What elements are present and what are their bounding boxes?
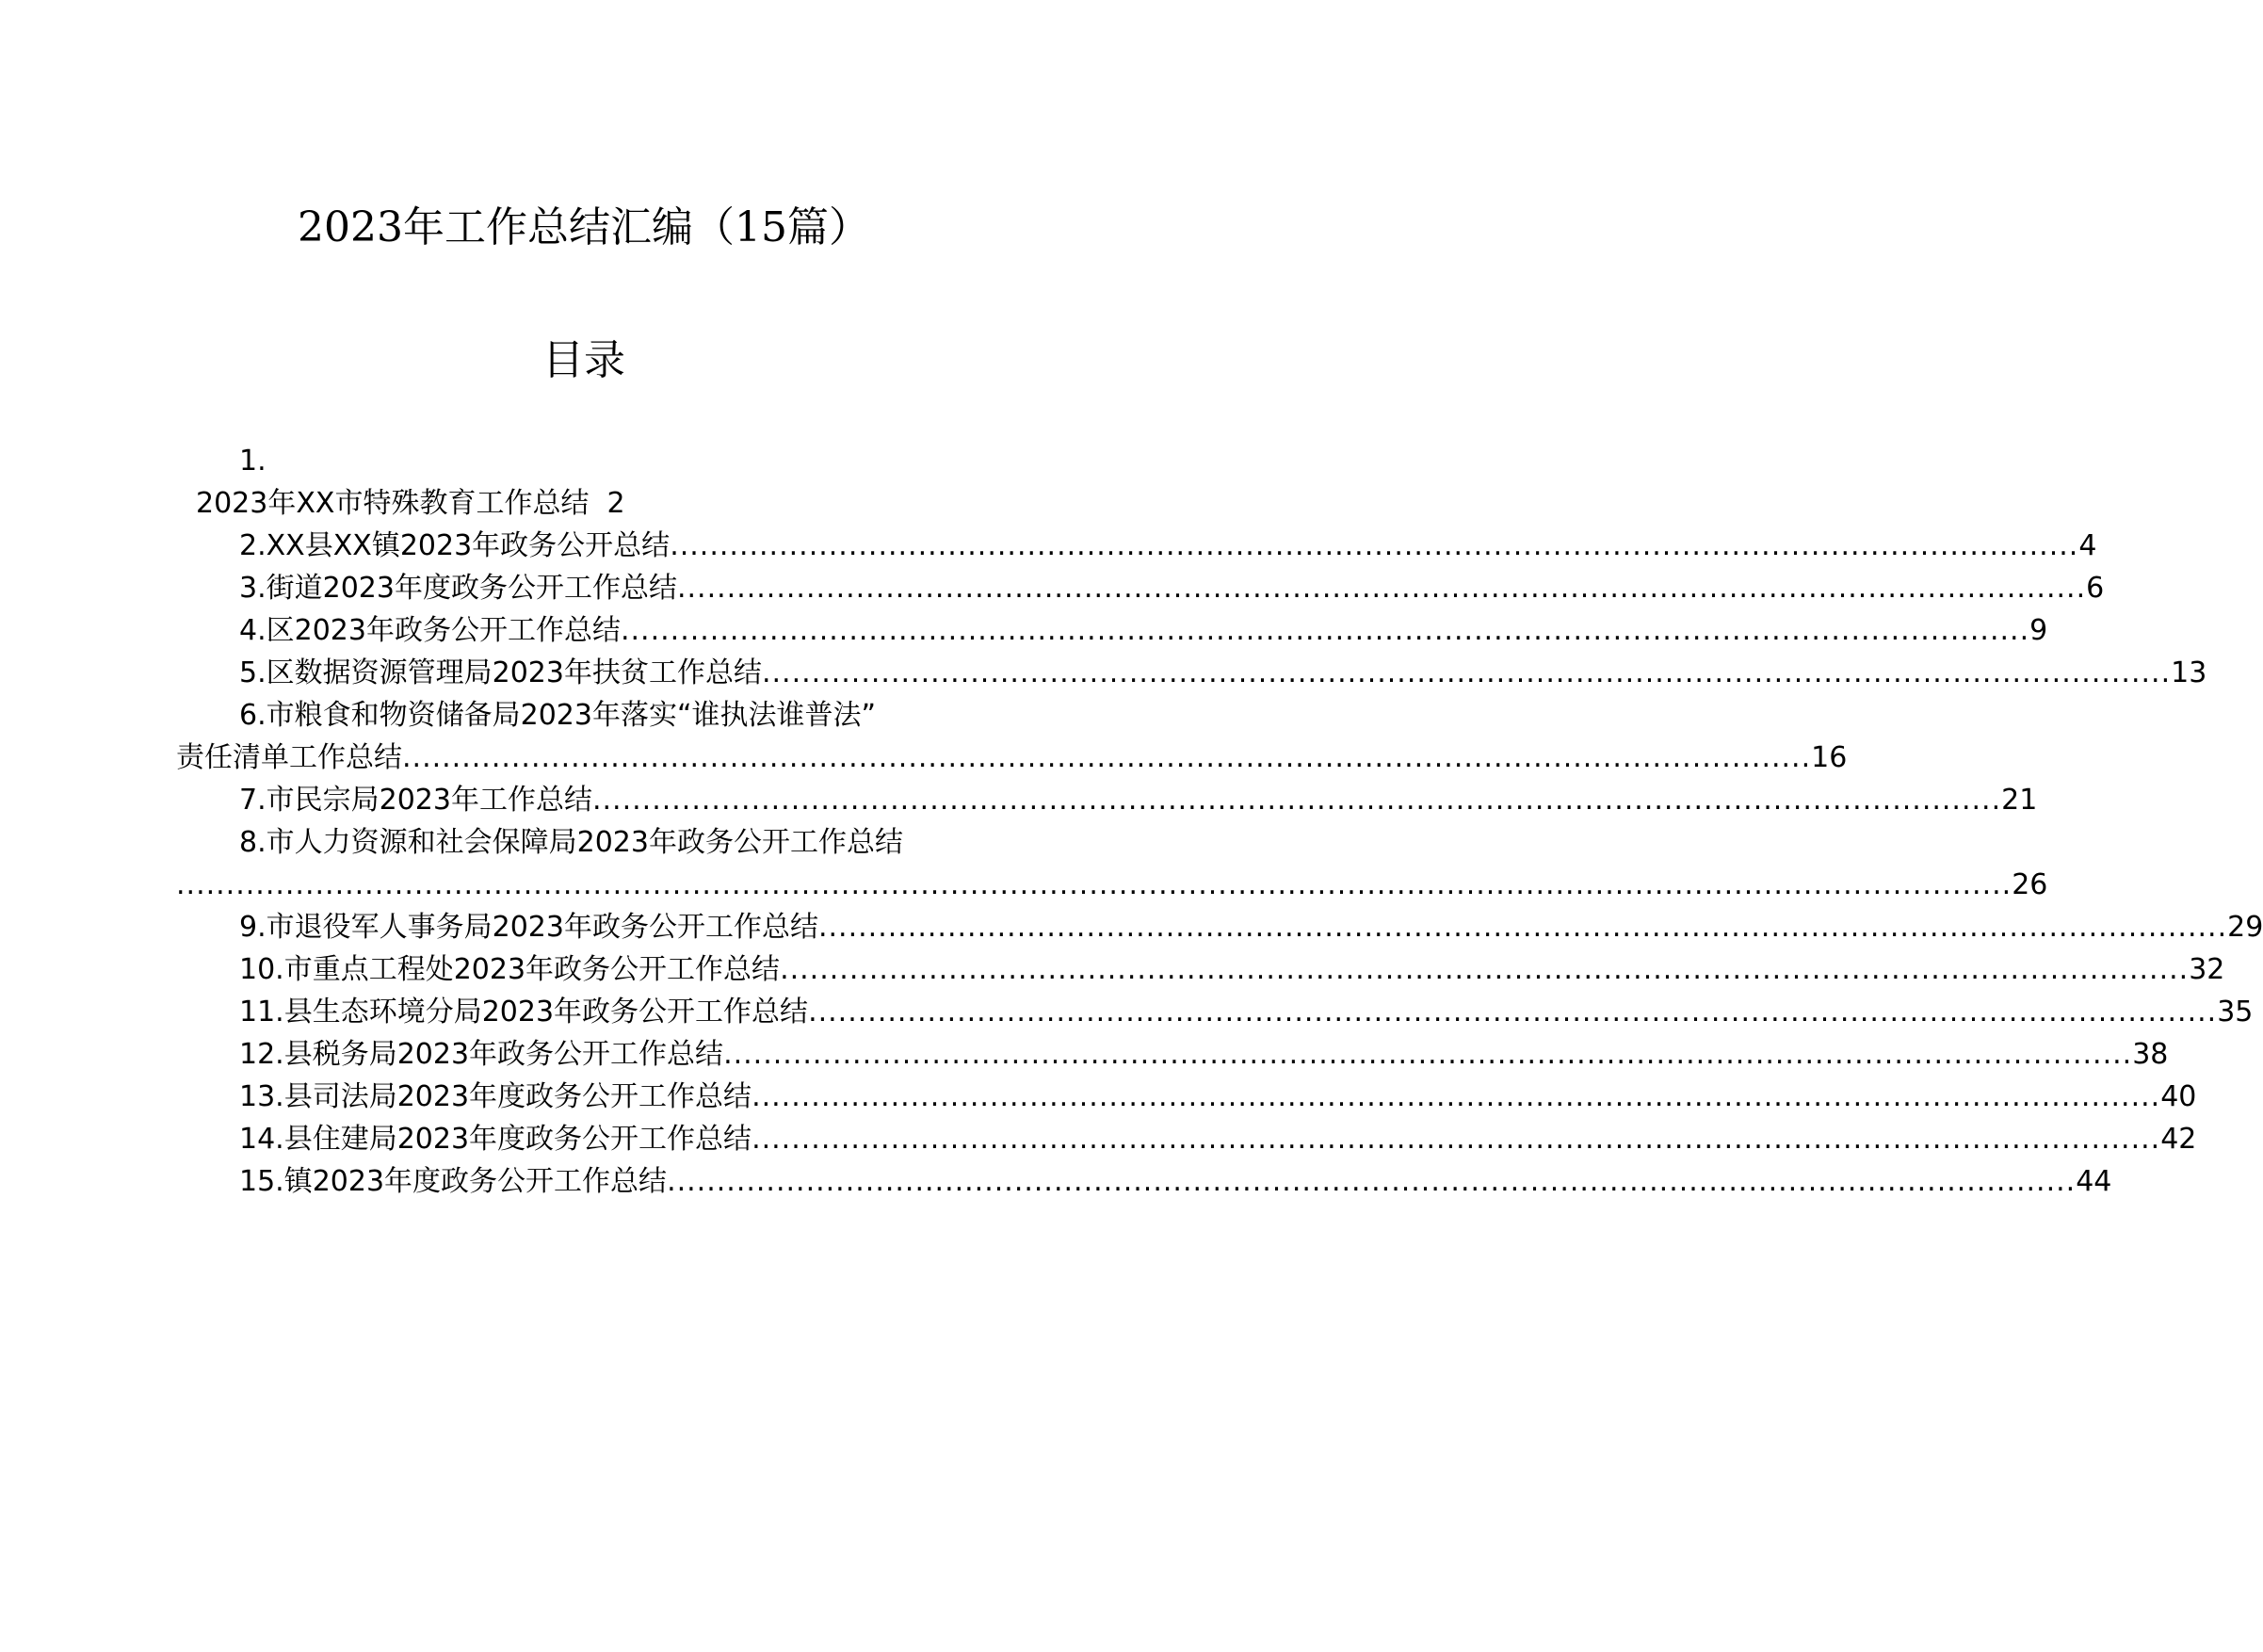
toc-entry-15[interactable]: [239, 1163, 2112, 1201]
dot-leader: ..............................................................................................................................................: [670, 529, 2079, 562]
dot-leader: ..............................................................................................................................................: [780, 953, 2190, 986]
toc-entry-page: 4: [2078, 529, 2097, 562]
toc-entry-label: 9.市退役军人事务局2023年政务公开工作总结: [239, 911, 818, 944]
toc-entry-1[interactable]: [196, 485, 704, 523]
toc-entry-label: 7.市民宗局2023年工作总结: [239, 784, 592, 817]
toc-entry-label: 2023年XX市特殊教育工作总结: [196, 487, 590, 520]
toc-entry-page: 26: [2012, 868, 2048, 901]
dot-leader: ..............................................................................................................................................: [620, 614, 2030, 647]
toc-entry-8-line1[interactable]: 8.市人力资源和社会保障局2023年政务公开工作总结: [239, 826, 903, 859]
dot-leader: .........................................................................................................................................................................................: [176, 868, 2012, 901]
toc-entry-label: 10.市重点工程处2023年政务公开工作总结: [239, 953, 781, 986]
toc-entry-5[interactable]: [239, 655, 2207, 692]
toc-entry-9[interactable]: [239, 909, 2263, 947]
toc-entry-page: 29: [2227, 911, 2263, 944]
toc-entry-page: 13: [2171, 656, 2207, 689]
toc-entry-page: 9: [2029, 614, 2048, 647]
toc-entry-6[interactable]: [176, 739, 1848, 777]
toc-entry-label: 4.区2023年政务公开工作总结: [239, 614, 621, 647]
toc-entry-11[interactable]: [239, 994, 2254, 1031]
toc-entry-label: 3.街道2023年度政务公开工作总结: [239, 572, 677, 605]
toc-heading: 目录: [542, 336, 625, 384]
toc-entry-label: 13.县司法局2023年度政务公开工作总结: [239, 1080, 752, 1113]
dot-leader: ..............................................................................................................................................: [402, 741, 1812, 774]
toc-entry-8[interactable]: [176, 866, 2048, 904]
toc-entry-13[interactable]: [239, 1078, 2197, 1116]
toc-entry-6-line1[interactable]: 6.市粮食和物资储备局2023年落实“谁执法谁普法”: [239, 699, 877, 732]
toc-entry-14[interactable]: [239, 1121, 2197, 1158]
toc-entry-label: 15.镇2023年度政务公开工作总结: [239, 1165, 668, 1198]
dot-leader: ..............................................................................................................................................: [667, 1165, 2077, 1198]
toc-entry-2[interactable]: [239, 527, 2097, 565]
dot-leader: ..............................................................................................................................................: [752, 1123, 2161, 1156]
toc-entry-page: 44: [2076, 1165, 2112, 1198]
toc-entry-3[interactable]: [239, 570, 2105, 607]
toc-entry-page: 2: [606, 487, 625, 520]
dot-leader: ..............................................................................................................................................: [808, 996, 2218, 1028]
toc-entry-10[interactable]: [239, 951, 2225, 989]
toc-entry-page: 32: [2189, 953, 2225, 986]
toc-entry-page: 21: [2001, 784, 2038, 817]
dot-leader: ..............................................................................................................................................: [723, 1038, 2133, 1071]
dot-leader: ..............................................................................................................................................: [817, 911, 2228, 944]
dot-leader: ..............................................................................................................................................: [761, 656, 2172, 689]
toc-entry-label: 责任清单工作总结: [176, 741, 402, 774]
toc-entry-page: 16: [1811, 741, 1848, 774]
toc-entry-label: 5.区数据资源管理局2023年扶贫工作总结: [239, 656, 762, 689]
toc-entry-label: 14.县住建局2023年度政务公开工作总结: [239, 1123, 752, 1156]
toc-entry-page: 38: [2132, 1038, 2169, 1071]
toc-entry-4[interactable]: [239, 612, 2048, 650]
dot-leader: ..............................................................................................................................................: [676, 572, 2087, 605]
toc-entry-1-number[interactable]: 1.: [239, 445, 267, 478]
toc-entry-label: 2.XX县XX镇2023年政务公开总结: [239, 529, 671, 562]
toc-entry-page: 40: [2160, 1080, 2197, 1113]
toc-entry-page: 35: [2217, 996, 2254, 1028]
toc-entry-label: 12.县税务局2023年政务公开工作总结: [239, 1038, 724, 1071]
dot-leader: ..............................................................................................................................................: [752, 1080, 2161, 1113]
toc-entry-12[interactable]: [239, 1036, 2169, 1074]
document-title: 2023年工作总结汇编（15篇）: [298, 203, 870, 251]
dot-leader: ..............................................................................................................................................: [591, 784, 2002, 817]
toc-entry-page: 6: [2086, 572, 2105, 605]
toc-entry-page: 42: [2160, 1123, 2197, 1156]
toc-entry-7[interactable]: [239, 782, 2038, 819]
toc-entry-label: 11.县生态环境分局2023年政务公开工作总结: [239, 996, 809, 1028]
